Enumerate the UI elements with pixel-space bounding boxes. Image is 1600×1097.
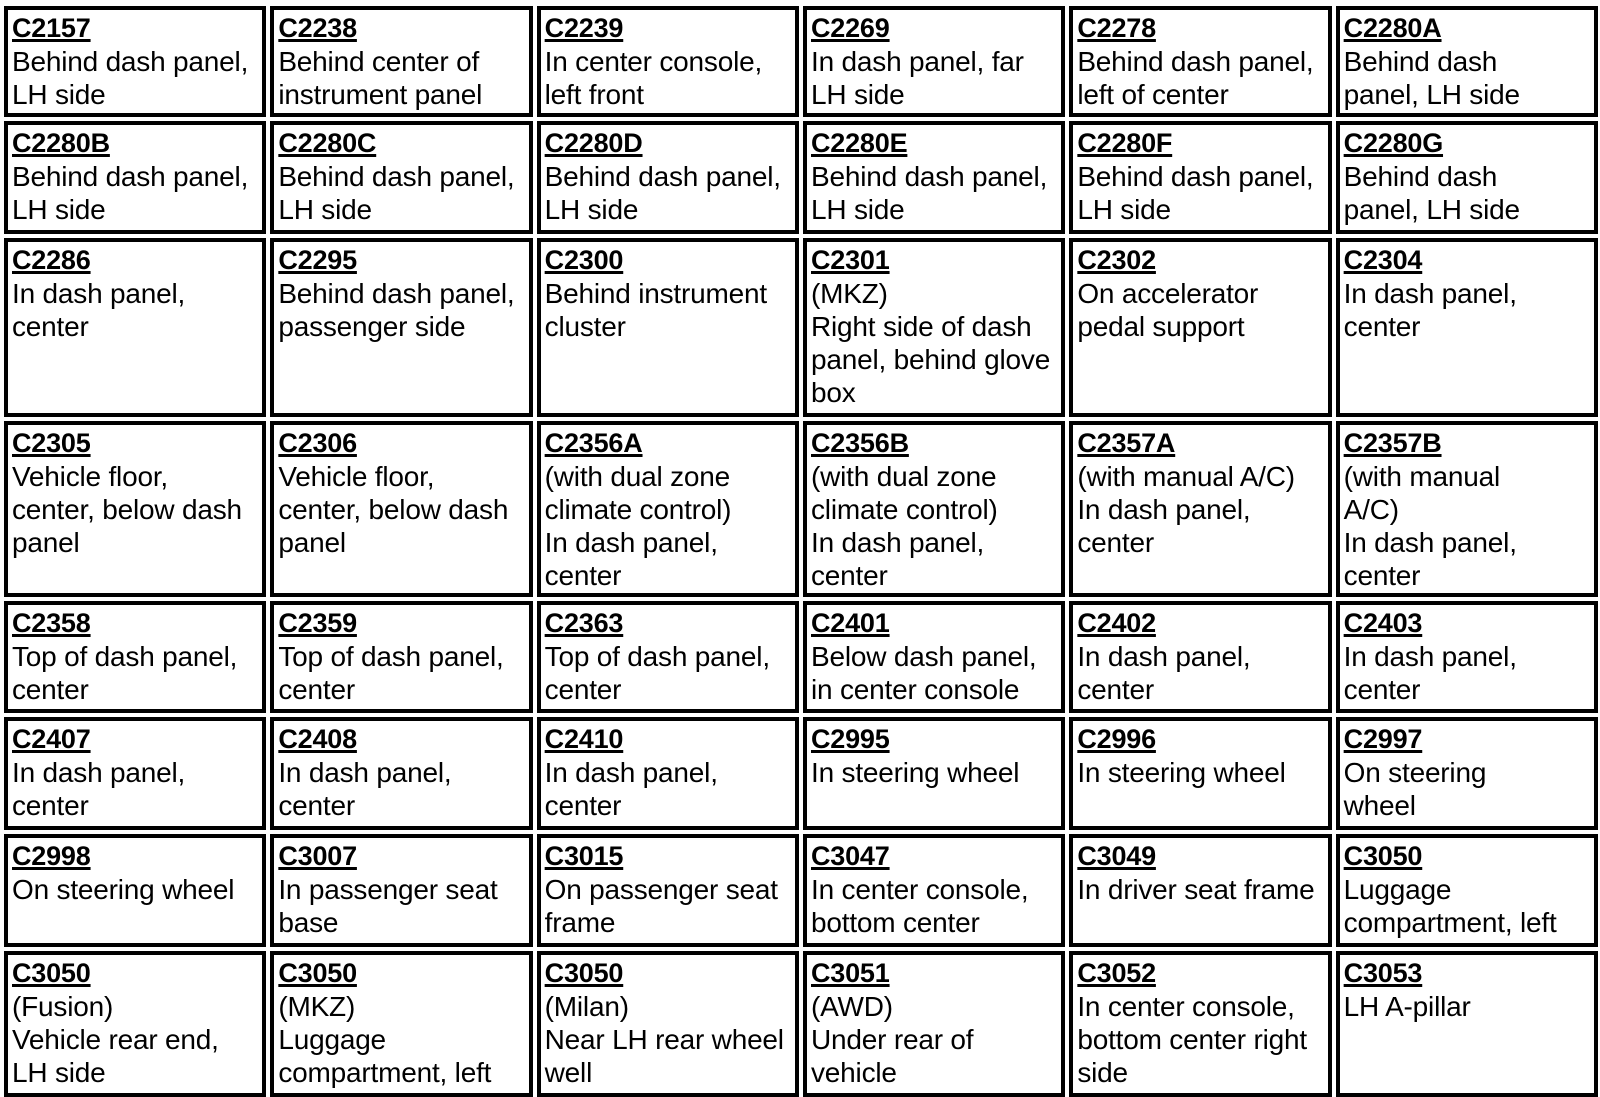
location-text: In dash panel, [1343, 641, 1517, 672]
location-text: passenger side [278, 311, 466, 342]
connector-code: C3050 [12, 958, 91, 988]
location-text: Behind instrument [544, 278, 767, 309]
location-text: Vehicle floor, [12, 461, 168, 492]
connector-code: C2357A [1077, 428, 1176, 458]
connector-code: C3052 [1077, 958, 1156, 988]
location-text: panel [12, 527, 80, 558]
connector-code: C2280D [544, 128, 643, 158]
location-text: center [12, 674, 89, 705]
location-text: In passenger seat [278, 874, 498, 905]
location-text: Behind dash panel, [1077, 46, 1314, 77]
location-text: Under rear of [811, 1024, 974, 1055]
location-text: On steering wheel [12, 874, 235, 905]
connector-code: C2402 [1077, 608, 1156, 638]
connector-cell [1069, 121, 1331, 234]
location-text: in center console [811, 674, 1020, 705]
connector-code: C2996 [1077, 724, 1156, 754]
location-text: well [544, 1057, 593, 1088]
location-text: (Fusion) [12, 991, 114, 1022]
connector-cell [1336, 6, 1598, 117]
location-text: In dash panel, [1343, 278, 1517, 309]
connector-cell [537, 421, 799, 597]
location-text: In dash panel, [12, 757, 186, 788]
connector-cell [4, 238, 266, 417]
location-text: center [1077, 674, 1154, 705]
connector-cell [1069, 717, 1331, 830]
connector-code: C3050 [544, 958, 624, 988]
connector-code: C2300 [544, 245, 624, 275]
connector-code: C2408 [278, 724, 357, 754]
location-text: LH side [811, 79, 905, 110]
connector-cell [537, 238, 799, 417]
location-text: Top of dash panel, [278, 641, 504, 672]
connector-cell [270, 601, 532, 713]
connector-cell [1336, 238, 1598, 417]
location-text: center [278, 674, 355, 705]
connector-cell [537, 717, 799, 830]
location-text: frame [544, 907, 616, 938]
location-text: climate control) [544, 494, 732, 525]
location-text: center [544, 790, 622, 821]
location-text: center [1343, 560, 1421, 591]
connector-code: C2410 [544, 724, 624, 754]
location-text: Behind dash panel, [278, 161, 515, 192]
connector-cell [4, 834, 266, 947]
connector-code: C2359 [278, 608, 357, 638]
location-text: Vehicle floor, [278, 461, 435, 492]
location-text: In dash panel, [278, 757, 452, 788]
location-text: center [1343, 311, 1421, 342]
location-text: On steering [1343, 757, 1487, 788]
location-text: center, below dash [278, 494, 509, 525]
connector-cell [270, 121, 532, 234]
location-text: In dash panel, [1077, 641, 1251, 672]
location-text: Behind dash panel, [278, 278, 515, 309]
location-text: In dash panel, [1077, 494, 1251, 525]
connector-code: C2280G [1343, 128, 1444, 158]
connector-code: C2280F [1077, 128, 1173, 158]
location-text: center [1077, 527, 1154, 558]
connector-code: C2403 [1343, 608, 1423, 638]
location-text: On passenger seat [544, 874, 778, 905]
connector-cell [1069, 834, 1331, 947]
location-text: Behind dash panel, [1077, 161, 1314, 192]
connector-cell [270, 421, 532, 597]
connector-cell [1069, 421, 1331, 597]
connector-cell [537, 6, 799, 117]
connector-cell [4, 717, 266, 830]
connector-cell [1336, 421, 1598, 597]
location-text: Vehicle rear end, [12, 1024, 219, 1055]
connector-cell [1069, 6, 1331, 117]
location-text: center [811, 560, 888, 591]
connector-cell [270, 951, 532, 1097]
location-text: In steering wheel [1077, 757, 1286, 788]
connector-code: C2301 [811, 245, 890, 275]
location-text: wheel [1343, 790, 1416, 821]
location-text: center [544, 560, 622, 591]
connector-cell [270, 834, 532, 947]
location-text: bottom center right [1077, 1024, 1307, 1055]
connector-cell [1336, 951, 1598, 1097]
connector-code: C3007 [278, 841, 357, 871]
connector-cell [1069, 951, 1331, 1097]
connector-code: C2998 [12, 841, 91, 871]
location-text: In dash panel, [544, 527, 718, 558]
connector-cell [1336, 717, 1598, 830]
location-text: climate control) [811, 494, 998, 525]
connector-code: C2280B [12, 128, 110, 158]
location-text: In steering wheel [811, 757, 1020, 788]
connector-cell [803, 121, 1065, 234]
location-text: (with dual zone [544, 461, 730, 492]
connector-cell [4, 421, 266, 597]
connector-code: C3050 [1343, 841, 1423, 871]
connector-code: C2407 [12, 724, 91, 754]
connector-code: C2356B [811, 428, 909, 458]
location-text: Behind dash panel, [12, 161, 249, 192]
location-text: cluster [544, 311, 626, 342]
location-text: left of center [1077, 79, 1229, 110]
location-text: In driver seat frame [1077, 874, 1315, 905]
location-text: (with dual zone [811, 461, 997, 492]
location-text: Behind dash panel, [12, 46, 249, 77]
location-text: (Milan) [544, 991, 629, 1022]
location-text: Right side of dash [811, 311, 1032, 342]
location-text: (with manual [1343, 461, 1500, 492]
location-text: panel, LH side [1343, 194, 1520, 225]
connector-cell [803, 601, 1065, 713]
location-text: panel, LH side [1343, 79, 1520, 110]
location-text: In dash panel, [811, 527, 985, 558]
connector-cell [803, 6, 1065, 117]
location-text: center [12, 311, 89, 342]
location-text: center [278, 790, 355, 821]
location-text: LH side [12, 79, 106, 110]
connector-cell [1069, 601, 1331, 713]
connector-code: C2995 [811, 724, 890, 754]
connector-code: C2280A [1343, 13, 1442, 43]
connector-code: C2357B [1343, 428, 1442, 458]
connector-code: C2269 [811, 13, 890, 43]
location-text: In dash panel, [1343, 527, 1517, 558]
location-text: On accelerator [1077, 278, 1259, 309]
location-text: Behind dash panel, [811, 161, 1048, 192]
connector-cell [4, 121, 266, 234]
connector-code: C3015 [544, 841, 624, 871]
connector-code: C3053 [1343, 958, 1423, 988]
connector-code: C2305 [12, 428, 91, 458]
location-text: vehicle [811, 1057, 897, 1088]
connector-cell [537, 834, 799, 947]
location-text: LH side [1077, 194, 1171, 225]
connector-code: C2304 [1343, 245, 1423, 275]
connector-cell [803, 834, 1065, 947]
location-text: center [544, 674, 622, 705]
location-text: instrument panel [278, 79, 483, 110]
location-text: center, below dash [12, 494, 242, 525]
connector-code: C2306 [278, 428, 357, 458]
connector-code: C2157 [12, 13, 91, 43]
connector-cell [1336, 121, 1598, 234]
location-text: LH side [12, 194, 106, 225]
connector-cell [537, 121, 799, 234]
connector-cell [1069, 238, 1331, 417]
connector-cell [270, 6, 532, 117]
location-text: left front [544, 79, 644, 110]
location-text: Below dash panel, [811, 641, 1037, 672]
location-text: compartment, left [278, 1057, 492, 1088]
location-text: base [278, 907, 339, 938]
location-text: Behind dash [1343, 46, 1498, 77]
location-text: In dash panel, [544, 757, 718, 788]
connector-code: C2363 [544, 608, 624, 638]
connector-cell [803, 238, 1065, 417]
location-text: Top of dash panel, [544, 641, 770, 672]
location-text: In dash panel, far [811, 46, 1024, 77]
connector-code: C2280E [811, 128, 908, 158]
location-text: LH side [811, 194, 905, 225]
connector-code: C2278 [1077, 13, 1156, 43]
connector-code: C2997 [1343, 724, 1423, 754]
connector-code: C2286 [12, 245, 91, 275]
location-text: (MKZ) [811, 278, 888, 309]
location-text: center [12, 790, 89, 821]
location-text: Behind center of [278, 46, 480, 77]
connector-cell [537, 951, 799, 1097]
connector-code: C2295 [278, 245, 357, 275]
location-text: Top of dash panel, [12, 641, 238, 672]
location-text: LH side [544, 194, 639, 225]
connector-code: C2280C [278, 128, 377, 158]
connector-cell [270, 717, 532, 830]
connector-code: C2239 [544, 13, 624, 43]
connector-code: C2238 [278, 13, 357, 43]
connector-cell [4, 951, 266, 1097]
location-text: Behind dash [1343, 161, 1498, 192]
connector-cell [803, 951, 1065, 1097]
location-text: panel, behind glove [811, 344, 1051, 375]
location-text: Behind dash panel, [544, 161, 781, 192]
connector-cell [270, 238, 532, 417]
location-text: LH side [278, 194, 372, 225]
location-text: (MKZ) [278, 991, 356, 1022]
location-text: (with manual A/C) [1077, 461, 1295, 492]
location-text: In center console, [811, 874, 1029, 905]
location-text: compartment, left [1343, 907, 1557, 938]
location-text: In center console, [1077, 991, 1295, 1022]
connector-code: C3049 [1077, 841, 1156, 871]
location-text: box [811, 377, 856, 408]
connector-code: C2358 [12, 608, 91, 638]
location-text: bottom center [811, 907, 980, 938]
location-text: In center console, [544, 46, 763, 77]
connector-code: C2356A [544, 428, 643, 458]
connector-cell [1336, 601, 1598, 713]
location-text: In dash panel, [12, 278, 186, 309]
location-text: Near LH rear wheel [544, 1024, 784, 1055]
location-text: (AWD) [811, 991, 893, 1022]
location-text: A/C) [1343, 494, 1399, 525]
location-text: LH A-pillar [1343, 991, 1471, 1022]
connector-cell [803, 421, 1065, 597]
location-text: center [1343, 674, 1421, 705]
connector-code: C3050 [278, 958, 357, 988]
location-text: Luggage [278, 1024, 386, 1055]
location-text: side [1077, 1057, 1128, 1088]
connector-cell [4, 6, 266, 117]
location-text: Luggage [1343, 874, 1452, 905]
location-text: panel [278, 527, 346, 558]
connector-code: C2401 [811, 608, 890, 638]
connector-code: C2302 [1077, 245, 1156, 275]
connector-code: C3047 [811, 841, 890, 871]
connector-code: C3051 [811, 958, 890, 988]
location-text: LH side [12, 1057, 106, 1088]
connector-cell [1336, 834, 1598, 947]
connector-cell [803, 717, 1065, 830]
location-text: pedal support [1077, 311, 1245, 342]
connector-cell [537, 601, 799, 713]
connector-cell [4, 601, 266, 713]
